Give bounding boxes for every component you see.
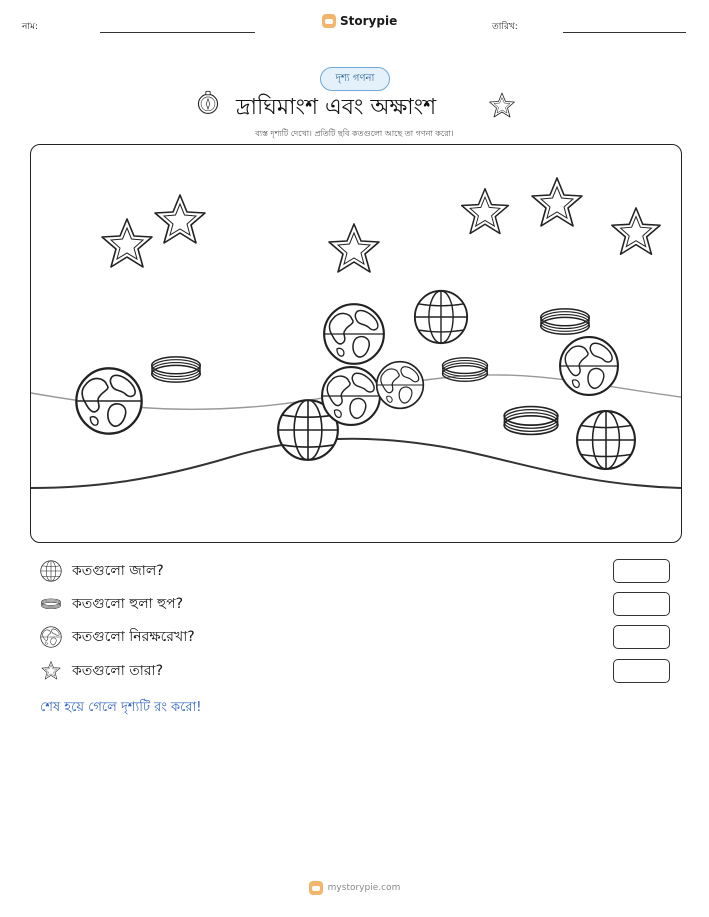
- earth-globe: [377, 362, 424, 409]
- hula-hoop: [541, 309, 590, 334]
- grid-globe: [577, 411, 635, 469]
- instructions: ব্যস্ত দৃশ্যটি দেখো। প্রতিটি ছবি কতগুলো আছে তা গণনা করো।: [255, 129, 454, 138]
- question-row: [40, 659, 163, 683]
- category-badge: দৃশ্য গণনা: [320, 67, 390, 91]
- name-line[interactable]: [100, 32, 255, 33]
- question-row: [40, 559, 164, 583]
- star: [102, 219, 152, 267]
- finish-instruction: শেষ হয়ে গেলে দৃশ্যটি রং করো!: [40, 700, 202, 715]
- hula-hoop: [504, 407, 558, 435]
- star: [612, 208, 660, 254]
- answer-box-stars[interactable]: [613, 659, 670, 683]
- mascot-icon: [309, 881, 323, 895]
- star: [155, 195, 205, 243]
- earth-globe: [322, 367, 380, 425]
- footer: [0, 881, 709, 895]
- question-text: কতগুলো হুলা হুপ?: [72, 596, 184, 612]
- star-title-icon: [487, 91, 517, 121]
- hula-hoop-icon: [40, 593, 62, 615]
- counting-scene: [30, 144, 682, 543]
- answer-box-grids[interactable]: [613, 559, 670, 583]
- answer-box-equators[interactable]: [613, 625, 670, 649]
- brand-logo: [322, 14, 397, 28]
- earth-globe-icon: [40, 626, 62, 648]
- mascot-icon: [322, 14, 336, 28]
- question-row: [40, 625, 195, 649]
- compass-icon: [195, 90, 221, 116]
- star-icon: [40, 660, 62, 682]
- question-text: কতগুলো তারা?: [72, 663, 164, 679]
- star: [329, 224, 379, 272]
- scene-canvas: [31, 145, 681, 542]
- date-label: তারিখ:: [492, 22, 518, 32]
- page-title: দ্রাঘিমাংশ এবং অক্ষাংশ: [236, 95, 437, 120]
- name-label: নাম:: [22, 22, 39, 32]
- earth-globe: [324, 304, 384, 364]
- question-text: কতগুলো জাল?: [72, 563, 164, 579]
- earth-globe: [76, 368, 141, 433]
- globe-grid-icon: [40, 560, 62, 582]
- earth-globe: [560, 337, 618, 395]
- star: [532, 178, 582, 226]
- question-row: [40, 592, 183, 616]
- grid-globe: [415, 291, 467, 343]
- hula-hoop: [152, 357, 201, 382]
- date-line[interactable]: [563, 32, 686, 33]
- question-text: কতগুলো নিরক্ষরেখা?: [72, 629, 195, 645]
- star: [462, 189, 509, 234]
- brand-name: Storypie: [340, 14, 398, 28]
- answer-box-hoops[interactable]: [613, 592, 670, 616]
- footer-url[interactable]: mystorypie.com: [327, 883, 401, 893]
